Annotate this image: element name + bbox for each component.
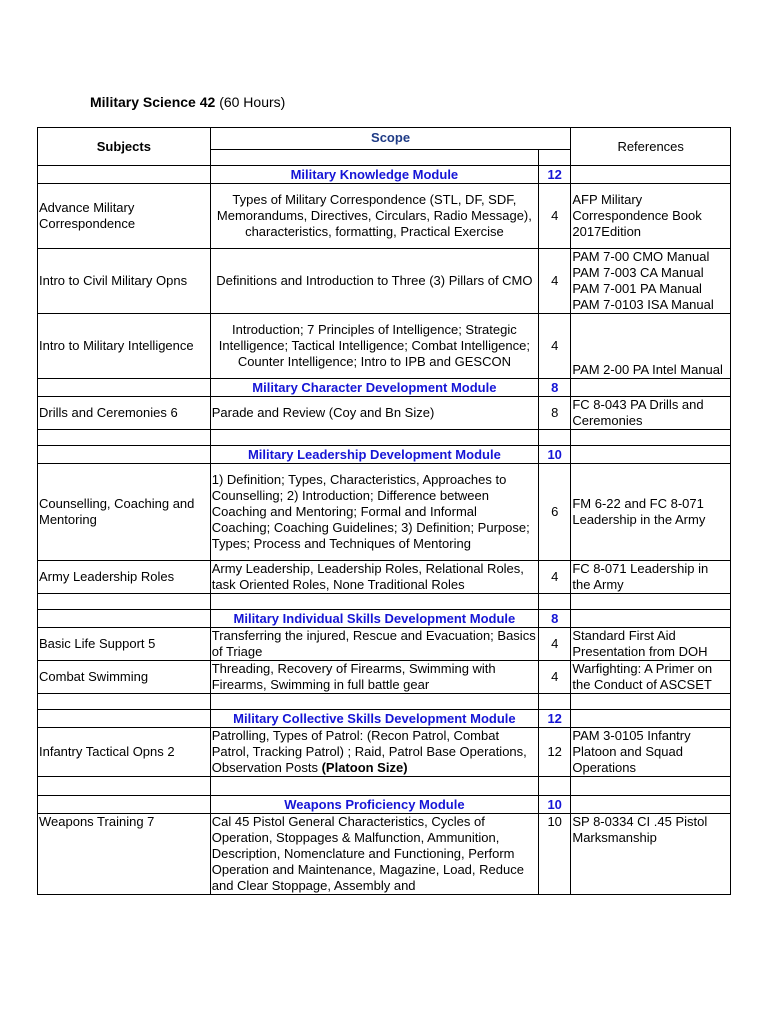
reference-line: PAM 7-001 PA Manual [572, 281, 702, 296]
module-row [38, 796, 731, 814]
module-name: Weapons Proficiency Module [210, 796, 538, 814]
scope-cell: Cal 45 Pistol General Characteristics, Cycles of Operation, Stoppages & Malfunction, Ammunition, Description, Nomenclature and Functioning, Perform Operation and Maintenance, Magazine, Load, Reduce and Clear Stoppage, Assembly and [210, 814, 538, 895]
reference-cell: PAM 2-00 PA Intel Manual [571, 314, 731, 379]
module-row [38, 446, 731, 464]
hours-cell: 4 [539, 314, 571, 379]
reference-line: PAM 7-0103 ISA Manual [572, 297, 714, 312]
spacer-row [38, 594, 731, 610]
table-row [38, 628, 731, 661]
module-blank [38, 379, 211, 397]
table-row [38, 464, 731, 561]
scope-cell: 1) Definition; Types, Characteristics, Approaches to Counselling; 2) Introduction; Difference between Coaching and Mentoring; Formal and Informal Coaching; Coaching Guidelines; 3) Definition; Purpose; Types; Process and Techniques of Mentoring [210, 464, 538, 561]
scope-cell: Army Leadership, Leadership Roles, Relational Roles, task Oriented Roles, None Traditional Roles [210, 561, 538, 594]
header-hours-blank [539, 149, 571, 165]
scope-cell: Introduction; 7 Principles of Intelligence; Strategic Intelligence; Tactical Intelligence; Combat Intelligence; Counter Intelligence; Intro to IPB and GESCON [210, 314, 538, 379]
scope-text: Patrolling, Types of Patrol: (Recon Patrol, Combat Patrol, Tracking Patrol) ; Raid, Patrol Base Operations, Observation Posts [211, 728, 527, 775]
module-blank [38, 710, 211, 728]
module-blank [38, 166, 211, 184]
module-row [38, 379, 731, 397]
scope-cell: Parade and Review (Coy and Bn Size) [210, 397, 538, 430]
scope-cell: Transferring the injured, Rescue and Evacuation; Basics of Triage [210, 628, 538, 661]
reference-cell: FC 8-071 Leadership in the Army [571, 561, 731, 594]
reference-cell: Warfighting: A Primer on the Conduct of ASCSET [571, 661, 731, 694]
reference-line: PAM 7-00 CMO Manual [572, 249, 710, 264]
scope-cell: Types of Military Correspondence (STL, DF, SDF, Memorandums, Directives, Circulars, Radio Message), characteristics, formatting, Practical Exercise [210, 184, 538, 249]
hours-cell: 4 [539, 184, 571, 249]
module-hours: 8 [539, 379, 571, 397]
reference-cell [571, 249, 731, 314]
module-name: Military Leadership Development Module [210, 446, 538, 464]
module-blank [571, 446, 731, 464]
subject-cell: Infantry Tactical Opns 2 [38, 728, 211, 777]
table-row [38, 184, 731, 249]
reference-cell: PAM 3-0105 Infantry Platoon and Squad Operations [571, 728, 731, 777]
table-row [38, 561, 731, 594]
scope-cell [210, 728, 538, 777]
table-row [38, 249, 731, 314]
reference-cell: FC 8-043 PA Drills and Ceremonies [571, 397, 731, 430]
module-row [38, 710, 731, 728]
spacer-row [38, 694, 731, 710]
subject-cell: Combat Swimming [38, 661, 211, 694]
title-hours: (60 Hours) [219, 94, 286, 110]
module-row [38, 610, 731, 628]
module-hours: 10 [539, 446, 571, 464]
hours-cell: 10 [539, 814, 571, 895]
module-blank [38, 610, 211, 628]
reference-cell: AFP Military Correspondence Book 2017Edition [571, 184, 731, 249]
subject-cell: Intro to Civil Military Opns [38, 249, 211, 314]
table-row [38, 661, 731, 694]
table-row [38, 314, 731, 379]
module-blank [571, 610, 731, 628]
scope-bold-text: (Platoon Size) [321, 760, 408, 775]
module-name: Military Individual Skills Development Module [210, 610, 538, 628]
header-scope-blank [210, 149, 538, 165]
module-name: Military Character Development Module [210, 379, 538, 397]
subject-cell: Drills and Ceremonies 6 [38, 397, 211, 430]
hours-cell: 4 [539, 249, 571, 314]
module-blank [571, 796, 731, 814]
reference-cell: SP 8-0334 CI .45 Pistol Marksmanship [571, 814, 731, 895]
subject-cell: Counselling, Coaching and Mentoring [38, 464, 211, 561]
module-blank [38, 446, 211, 464]
scope-cell: Definitions and Introduction to Three (3) Pillars of CMO [210, 249, 538, 314]
module-blank [571, 710, 731, 728]
header-row [38, 128, 731, 150]
module-hours: 12 [539, 710, 571, 728]
table-row [38, 397, 731, 430]
module-hours: 8 [539, 610, 571, 628]
hours-cell: 8 [539, 397, 571, 430]
table-row [38, 728, 731, 777]
module-hours: 12 [539, 166, 571, 184]
module-blank [571, 379, 731, 397]
subject-cell: Intro to Military Intelligence [38, 314, 211, 379]
subject-cell: Weapons Training 7 [38, 814, 211, 895]
spacer-row [38, 430, 731, 446]
scope-cell: Threading, Recovery of Firearms, Swimming with Firearms, Swimming in full battle gear [210, 661, 538, 694]
subject-cell: Advance Military Correspondence [38, 184, 211, 249]
reference-cell: FM 6-22 and FC 8-071 Leadership in the Army [571, 464, 731, 561]
subject-cell: Basic Life Support 5 [38, 628, 211, 661]
header-references: References [571, 128, 731, 166]
hours-cell: 4 [539, 628, 571, 661]
curriculum-table [37, 127, 731, 895]
reference-line: PAM 7-003 CA Manual [572, 265, 704, 280]
module-blank [571, 166, 731, 184]
subject-cell: Army Leadership Roles [38, 561, 211, 594]
title-main: Military Science 42 [90, 94, 216, 110]
module-name: Military Collective Skills Development Module [210, 710, 538, 728]
module-hours: 10 [539, 796, 571, 814]
document-title [90, 94, 285, 110]
hours-cell: 4 [539, 561, 571, 594]
spacer-row [38, 777, 731, 796]
reference-cell: Standard First Aid Presentation from DOH [571, 628, 731, 661]
header-scope: Scope [210, 128, 571, 150]
header-subjects: Subjects [38, 128, 211, 166]
hours-cell: 12 [539, 728, 571, 777]
table-row [38, 814, 731, 895]
module-name: Military Knowledge Module [210, 166, 538, 184]
module-row [38, 166, 731, 184]
hours-cell: 4 [539, 661, 571, 694]
hours-cell: 6 [539, 464, 571, 561]
module-blank [38, 796, 211, 814]
